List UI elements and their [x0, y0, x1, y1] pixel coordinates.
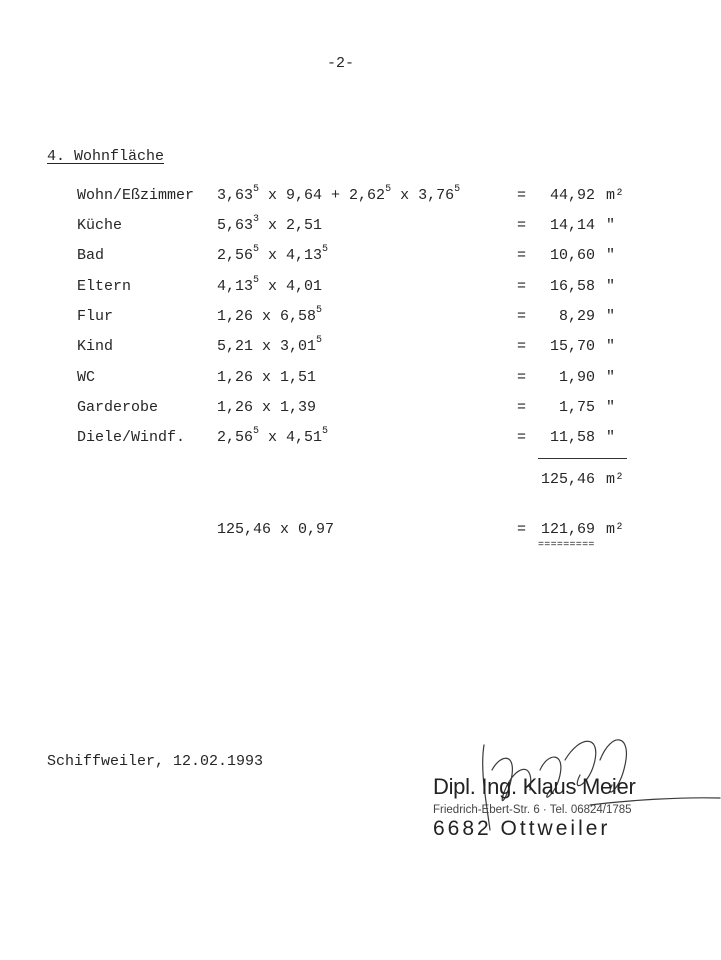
formula-superscript: 5 [316, 305, 323, 316]
formula-part: 5,63 [217, 217, 254, 234]
room-name: Wohn/Eßzimmer [77, 187, 195, 204]
stamp-city: 6682 Ottweiler [433, 817, 611, 840]
table-row [0, 275, 721, 298]
area-value: 16,58 [549, 278, 595, 295]
formula-part: x 4,01 [259, 278, 323, 295]
table-row [0, 335, 721, 358]
section-title: 4. Wohnfläche [47, 148, 165, 165]
formula-superscript: 5 [253, 426, 260, 437]
subtotal-value: 125,46 [540, 471, 595, 488]
formula-superscript: 5 [322, 426, 329, 437]
room-name: Bad [77, 247, 105, 264]
room-name: WC [77, 369, 96, 386]
area-formula [217, 335, 323, 355]
table-row [0, 214, 721, 237]
area-formula [217, 184, 461, 204]
formula-superscript: 5 [454, 184, 461, 195]
area-value: 1,75 [558, 399, 595, 416]
final-row [0, 521, 721, 541]
equals-sign: = [517, 308, 527, 325]
equals-sign: = [517, 338, 527, 355]
room-name: Flur [77, 308, 114, 325]
table-row [0, 399, 721, 419]
area-formula [217, 275, 323, 295]
area-unit: " [606, 399, 616, 416]
area-value: 1,90 [558, 369, 595, 386]
subtotal-row [0, 471, 721, 491]
formula-part: 2,56 [217, 429, 254, 446]
subtotal-unit: m² [606, 471, 625, 488]
area-unit: " [606, 217, 616, 234]
area-value: 15,70 [549, 338, 595, 355]
formula-superscript: 3 [253, 214, 260, 225]
formula-superscript: 5 [253, 275, 260, 286]
formula-part: x 9,64 + 2,62 [259, 187, 386, 204]
equals-sign: = [517, 278, 527, 295]
table-row [0, 244, 721, 267]
area-value: 8,29 [558, 308, 595, 325]
area-formula [217, 369, 316, 386]
final-formula: 125,46 x 0,97 [217, 521, 335, 538]
final-double-rule: ========= [538, 540, 595, 551]
formula-superscript: 5 [385, 184, 392, 195]
table-row [0, 184, 721, 207]
equals-sign: = [517, 217, 527, 234]
area-unit: " [606, 369, 616, 386]
table-row [0, 426, 721, 449]
formula-superscript: 5 [316, 335, 323, 346]
area-unit: " [606, 429, 616, 446]
equals-sign: = [517, 399, 527, 416]
area-formula [217, 244, 329, 264]
area-formula [217, 399, 316, 416]
final-unit: m² [606, 521, 625, 538]
formula-part: x 3,76 [391, 187, 455, 204]
room-name: Garderobe [77, 399, 159, 416]
formula-part: x 2,51 [259, 217, 323, 234]
place-date: Schiffweiler, 12.02.1993 [47, 753, 264, 770]
area-unit: " [606, 247, 616, 264]
stamp-address: Friedrich-Ebert-Str. 6 · Tel. 06824/1785 [433, 804, 632, 816]
area-unit: " [606, 338, 616, 355]
room-name: Küche [77, 217, 123, 234]
formula-part: 2,56 [217, 247, 254, 264]
equals-sign: = [517, 247, 527, 264]
formula-part: 5,21 x 3,01 [217, 338, 317, 355]
area-unit: " [606, 278, 616, 295]
room-name: Eltern [77, 278, 132, 295]
equals-sign: = [517, 369, 527, 386]
equals-sign: = [517, 429, 527, 446]
stamp-name: Dipl. Ing. Klaus Meier [433, 774, 636, 799]
formula-part: 3,63 [217, 187, 254, 204]
area-formula [217, 426, 329, 446]
area-unit: m² [606, 187, 625, 204]
equals-sign: = [517, 187, 527, 204]
area-value: 14,14 [549, 217, 595, 234]
area-value: 10,60 [549, 247, 595, 264]
formula-part: 1,26 x 1,51 [217, 369, 317, 386]
final-value: 121,69 [540, 521, 595, 538]
room-name: Diele/Windf. [77, 429, 186, 446]
formula-part: x 4,51 [259, 429, 323, 446]
formula-part: 1,26 x 1,39 [217, 399, 317, 416]
formula-superscript: 5 [322, 244, 329, 255]
area-value: 44,92 [549, 187, 595, 204]
formula-part: 1,26 x 6,58 [217, 308, 317, 325]
area-value: 11,58 [549, 429, 595, 446]
room-name: Kind [77, 338, 114, 355]
table-row [0, 305, 721, 328]
area-formula [217, 214, 323, 234]
final-equals: = [517, 521, 527, 538]
page-number: -2- [327, 55, 355, 72]
area-formula [217, 305, 323, 325]
subtotal-rule [538, 458, 627, 459]
formula-superscript: 5 [253, 244, 260, 255]
formula-superscript: 5 [253, 184, 260, 195]
table-row [0, 369, 721, 389]
formula-part: x 4,13 [259, 247, 323, 264]
formula-part: 4,13 [217, 278, 254, 295]
area-unit: " [606, 308, 616, 325]
